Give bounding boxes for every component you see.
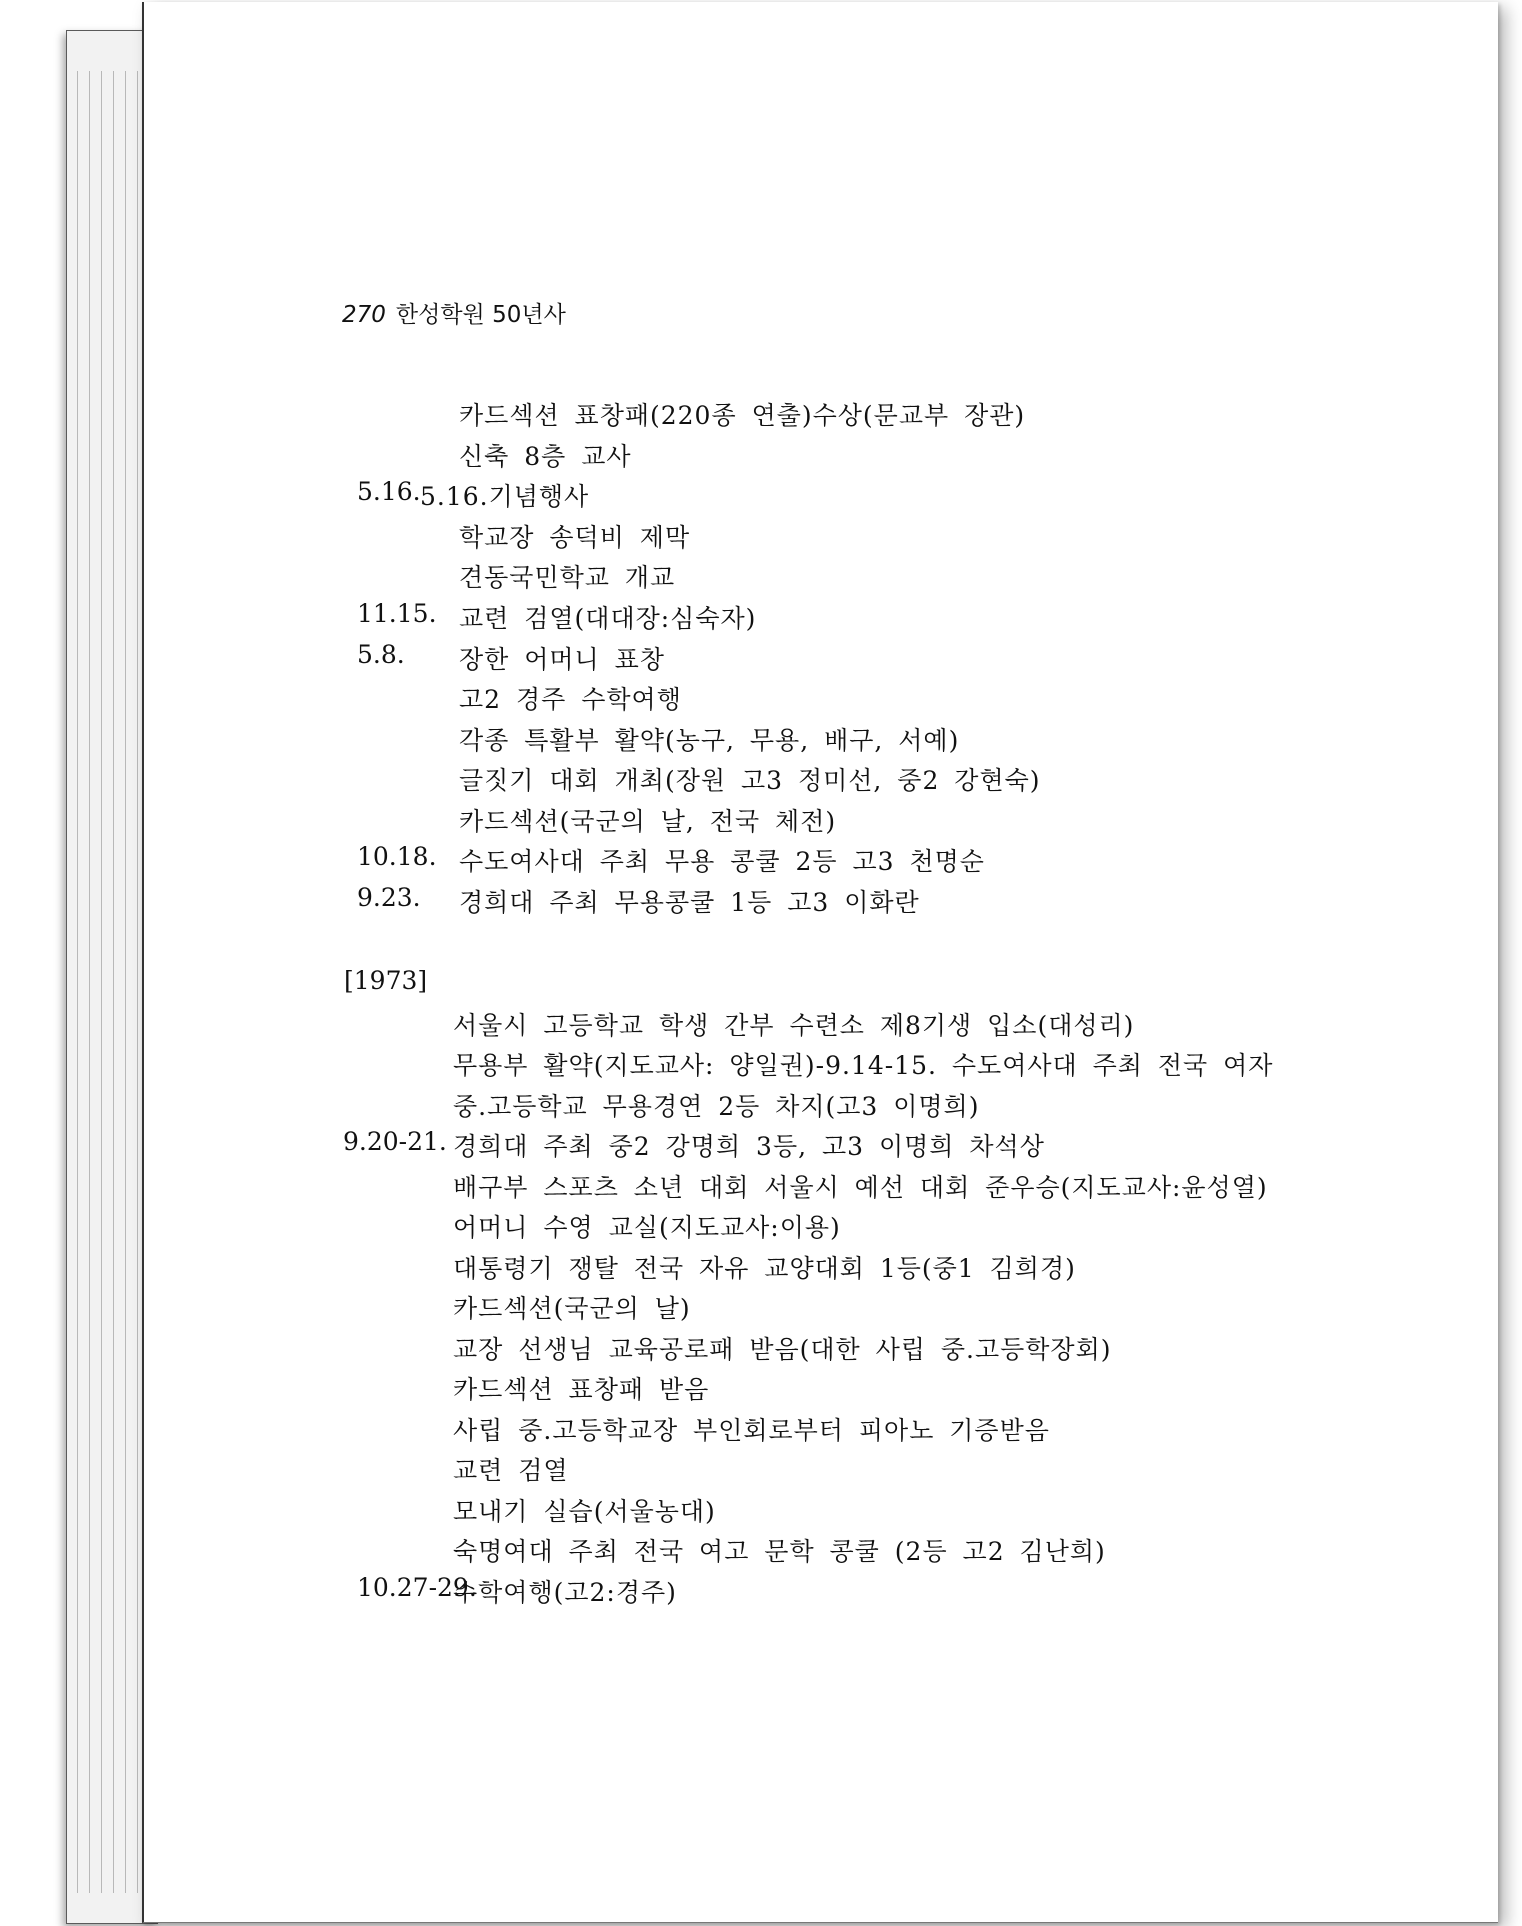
entry-text: 교련 검열(대대장:심숙자) [459, 604, 757, 633]
entry-text: 어머니 수영 교실(지도교사:이용) [453, 1213, 841, 1242]
entry-date: 10.27-29. [357, 1573, 477, 1602]
entry-date: 10.18. [357, 842, 437, 871]
entry-date: 9.20-21. [343, 1127, 447, 1156]
entry-date: 5.8. [357, 640, 405, 669]
entry-text: 배구부 스포츠 소년 대회 서울시 예선 대회 준우승(지도교사:윤성열) [453, 1173, 1268, 1202]
entry-text: 경희대 주최 무용콩쿨 1등 고3 이화란 [459, 888, 920, 917]
entry-text: 수학여행(고2:경주) [453, 1578, 677, 1607]
entry-text: 장한 어머니 표창 [459, 645, 665, 674]
entry-text: 카드섹션 표창패 받음 [453, 1375, 710, 1404]
entry-text: 카드섹션(국군의 날) [453, 1294, 691, 1323]
book-title: 한성학원 50년사 [395, 302, 566, 328]
entry-text: 5.16.기념행사 [420, 482, 590, 511]
entry-text: 경희대 주최 중2 강명희 3등, 고3 이명희 차석상 [453, 1132, 1045, 1161]
entry-text: 글짓기 대회 개최(장원 고3 정미선, 중2 강현숙) [459, 766, 1041, 795]
entry-text: 숙명여대 주최 전국 여고 문학 콩쿨 (2등 고2 김난희) [453, 1537, 1106, 1566]
entry-text: 중.고등학교 무용경연 2등 차지(고3 이명희) [453, 1092, 980, 1121]
entry-text: 교련 검열 [453, 1456, 569, 1485]
entry-text: 대통령기 쟁탈 전국 자유 교양대회 1등(중1 김희경) [453, 1254, 1076, 1283]
entry-text: 사립 중.고등학교장 부인회로부터 피아노 기증받음 [453, 1416, 1050, 1445]
entry-date: 5.16. [357, 477, 421, 506]
entry-text: 서울시 고등학교 학생 간부 수련소 제8기생 입소(대성리) [453, 1011, 1135, 1040]
entry-text: 카드섹션 표창패(220종 연출)수상(문교부 장관) [459, 401, 1026, 430]
entry-text: 수도여사대 주최 무용 콩쿨 2등 고3 천명순 [459, 847, 985, 876]
entry-text: 신축 8층 교사 [459, 442, 632, 471]
page-number: 270 [342, 302, 386, 328]
entry-text: 모내기 실습(서울농대) [453, 1497, 716, 1526]
entry-text: 각종 특활부 활약(농구, 무용, 배구, 서예) [459, 726, 960, 755]
year-heading: [1973] [344, 966, 428, 995]
entry-text: 고2 경주 수학여행 [459, 685, 682, 714]
entry-date: 11.15. [357, 599, 437, 628]
entry-text: 학교장 송덕비 제막 [459, 523, 691, 552]
entry-date: 9.23. [357, 883, 421, 912]
entry-text: 무용부 활약(지도교사: 양일권)-9.14-15. 수도여사대 주최 전국 여자 [453, 1051, 1274, 1080]
entry-text: 교장 선생님 교육공로패 받음(대한 사립 중.고등학장회) [453, 1335, 1112, 1364]
entry-text: 견동국민학교 개교 [459, 563, 676, 592]
entry-text: 카드섹션(국군의 날, 전국 체전) [459, 807, 837, 836]
